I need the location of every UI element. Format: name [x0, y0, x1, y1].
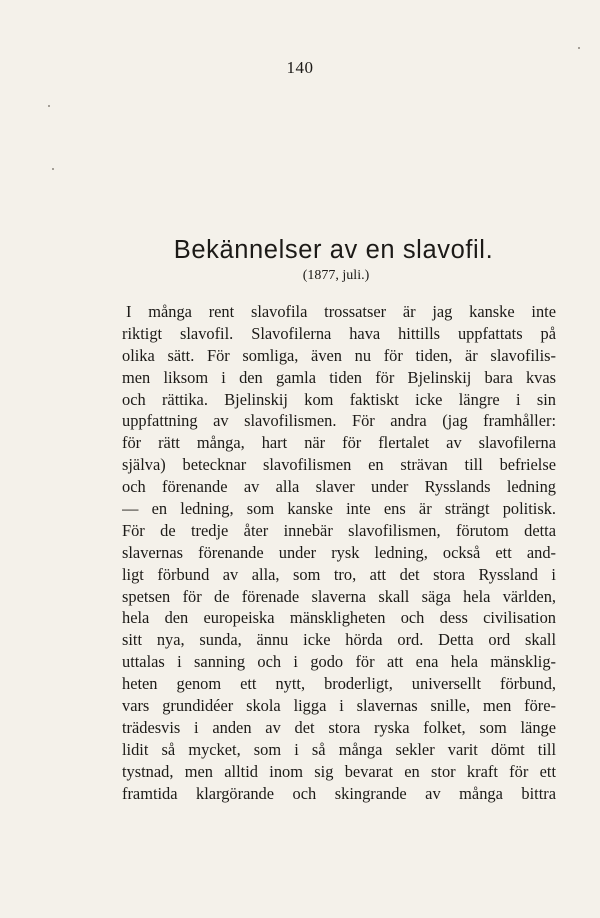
text-line: uppfattning av slavofilismen. För andra (jag framhåller: [122, 411, 556, 431]
body-text [122, 301, 556, 804]
text-line: men liksom i den gamla tiden för Bjelinskij bara kvas [122, 367, 556, 387]
text-line: och rättika. Bjelinskij kom faktiskt icke längre i sin [122, 389, 556, 409]
text-line: framtida klargörande och skingrande av många bittra [122, 783, 556, 803]
text-line: ligt förbund av alla, som tro, att det stora Ryssland i [122, 564, 556, 584]
text-line: och förenande av alla slaver under Rysslands ledning [122, 477, 556, 497]
page-number: 140 [286, 58, 314, 77]
chapter-date: (1877, juli.) [302, 268, 370, 283]
paper-speck [52, 168, 54, 170]
text-line: För de tredje åter innebär slavofilismen, förutom detta [122, 520, 556, 540]
text-line: själva) betecknar slavofilismen en strävan till befrielse [122, 455, 556, 475]
text-line: trädesvis i anden av det stora ryska folket, som länge [122, 717, 556, 737]
text-line: spetsen för de förenade slaverna skall säga hela världen, [122, 586, 556, 606]
text-line: för rätt många, hart när för flertalet av slavofilerna [122, 433, 556, 453]
text-line: — en ledning, som kanske inte ens är strängt politisk. [122, 499, 556, 519]
text-line: I många rent slavofila trossatser är jag kanske inte [126, 302, 556, 321]
text-line: vars grundidéer skola ligga i slavernas snille, men före- [122, 696, 556, 716]
text-line: heten genom ett nytt, broderligt, universellt förbund, [122, 674, 556, 694]
paper-speck [578, 47, 580, 49]
text-line: riktigt slavofil. Slavofilerna hava hittills uppfattats på [122, 323, 556, 343]
text-line: olika sätt. För somliga, även nu för tiden, är slavofilis- [122, 345, 556, 365]
text-line: uttalas i sanning och i godo för att ena hela mänsklig- [122, 652, 556, 672]
text-line: lidit så mycket, som i så många sekler varit dömt till [122, 739, 556, 759]
chapter-title: Bekännelser av en slavofil. [173, 236, 494, 264]
text-line: hela den europeiska mänskligheten och dess civilisation [122, 608, 556, 628]
paper-speck [48, 105, 50, 107]
text-line: tystnad, men alltid inom sig bevarat en stor kraft för ett [122, 761, 556, 781]
text-line: sitt nya, sunda, ännu icke hörda ord. Detta ord skall [122, 630, 556, 650]
text-line: slavernas förenande under rysk ledning, också ett and- [122, 542, 556, 562]
